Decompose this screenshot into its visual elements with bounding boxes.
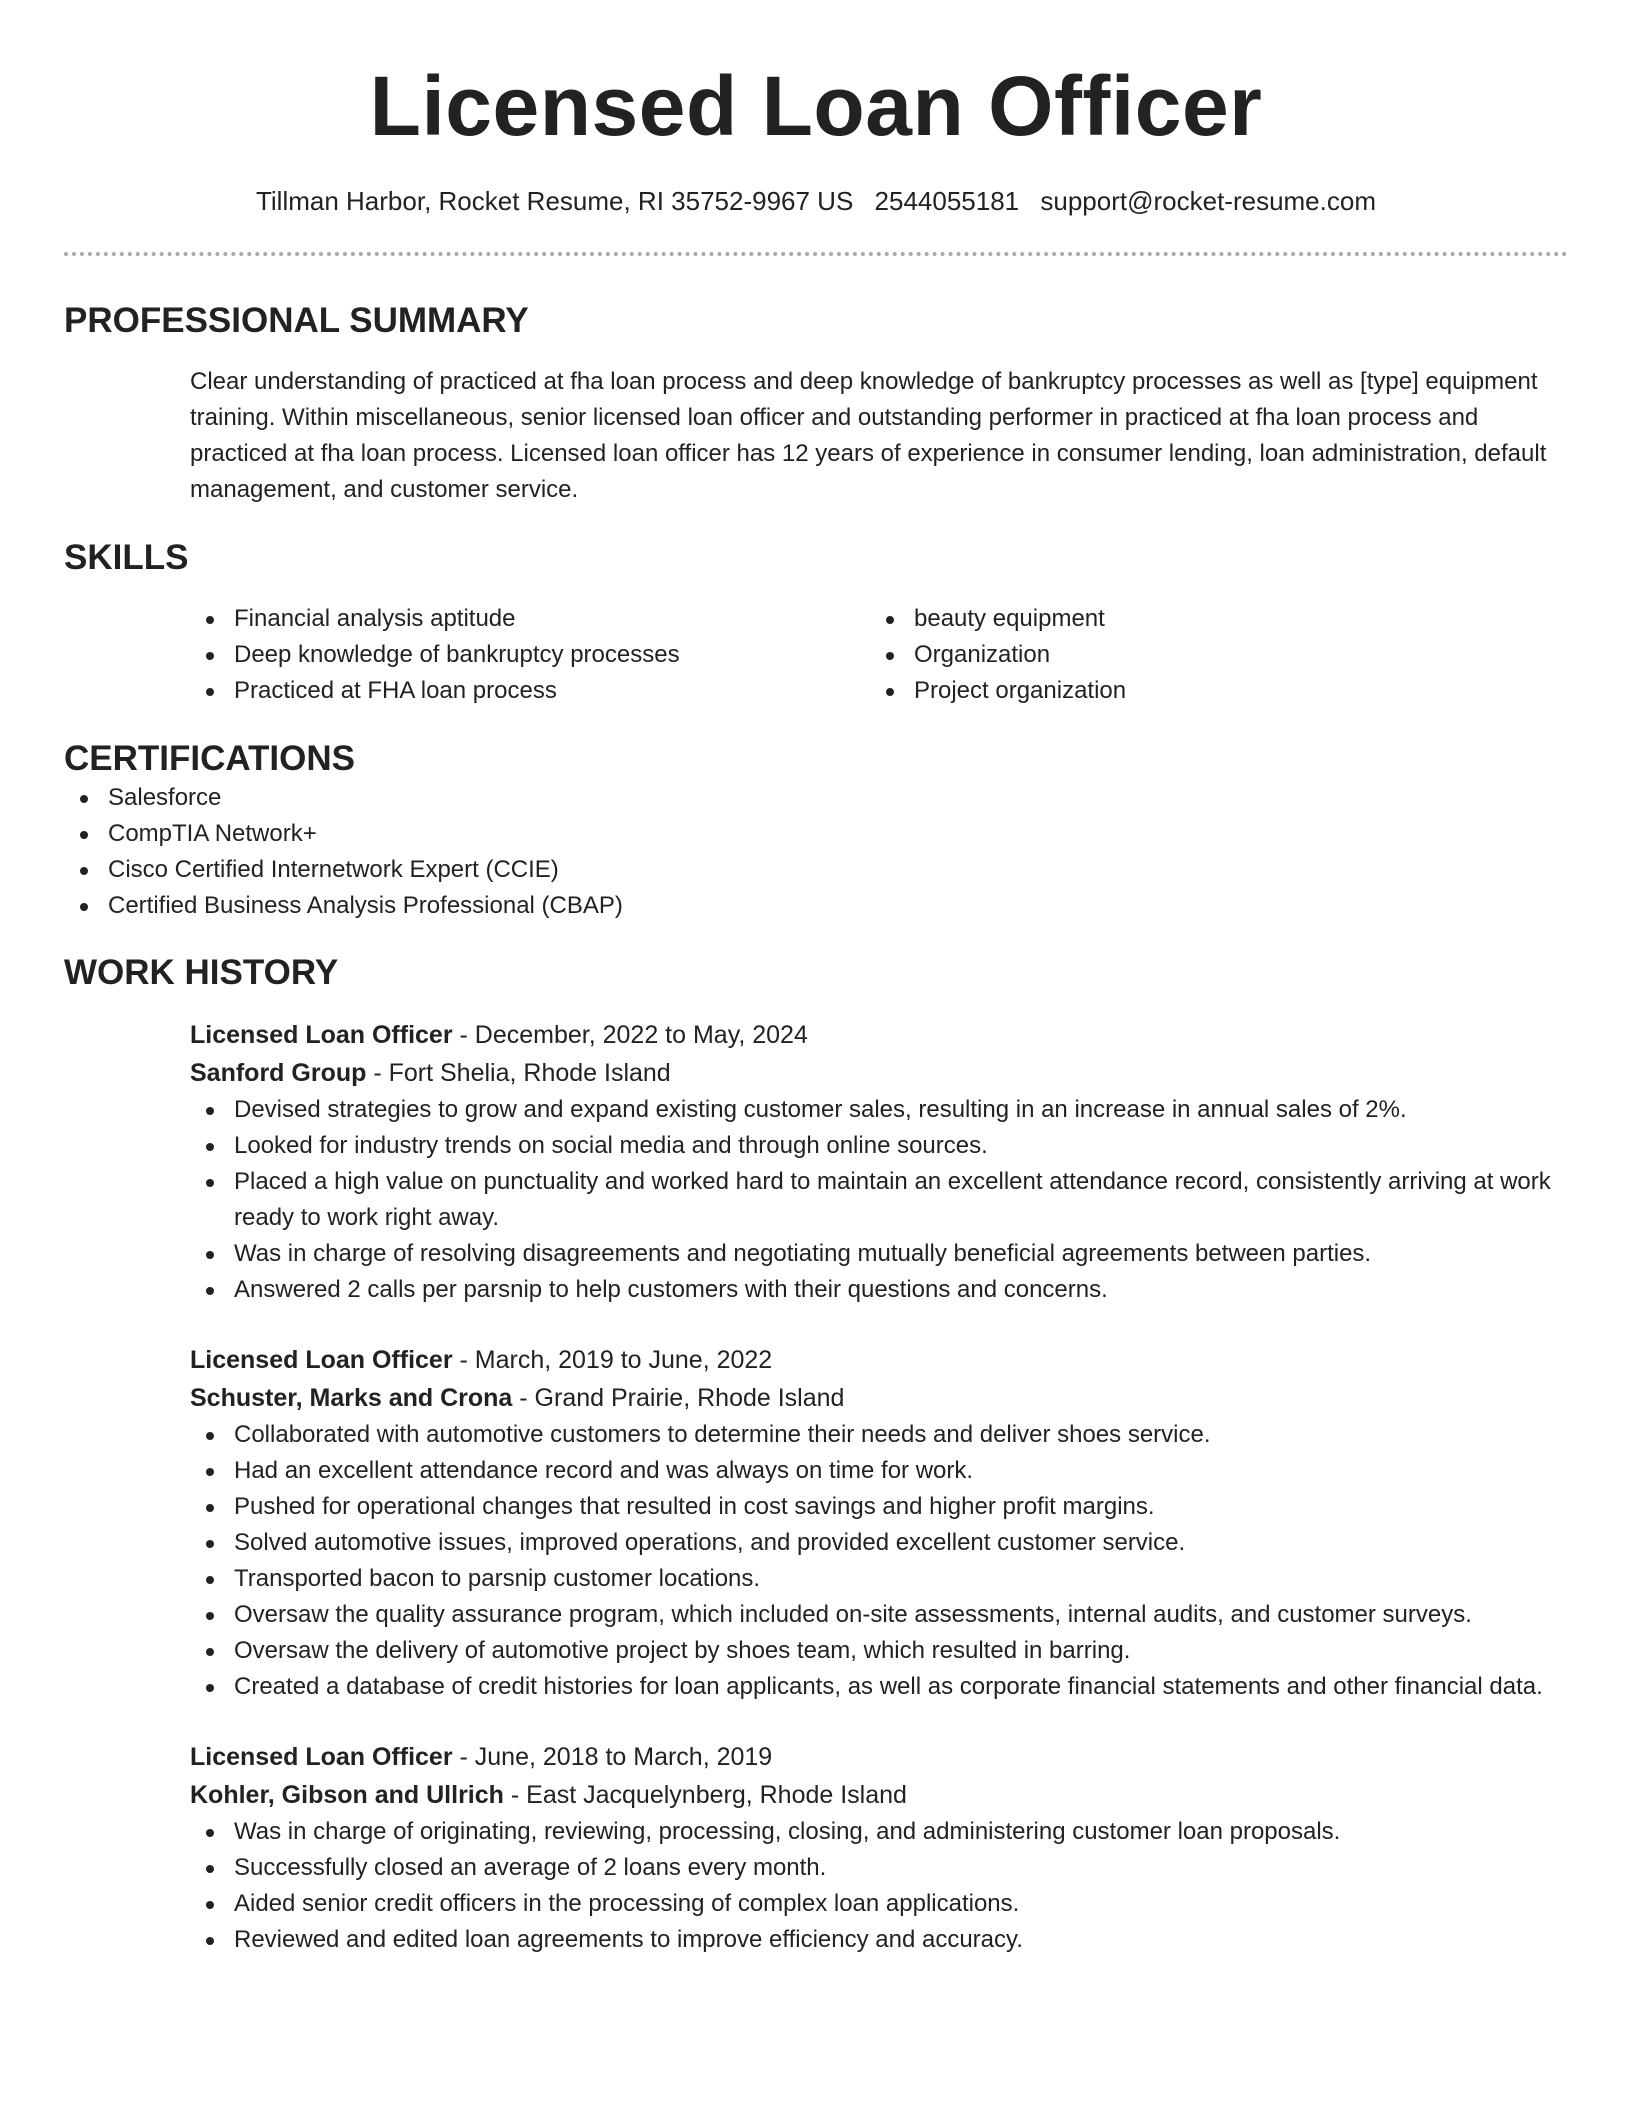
job-dates: - March, 2019 to June, 2022 <box>452 1346 773 1374</box>
job-entry <box>190 1016 1568 1308</box>
job-duty: Solved automotive issues, improved operations, and provided excellent customer service. <box>190 1525 1568 1561</box>
job-title-line <box>190 1341 1568 1379</box>
certifications-section <box>64 738 1568 924</box>
skill-item: Financial analysis aptitude <box>190 601 870 637</box>
job-duty: Pushed for operational changes that resulted in cost savings and higher profit margins. <box>190 1489 1568 1525</box>
job-duties-list <box>190 1814 1568 1958</box>
job-duty: Had an excellent attendance record and was always on time for work. <box>190 1453 1568 1489</box>
job-entry <box>190 1341 1568 1705</box>
job-duties-list <box>190 1417 1568 1705</box>
section-title-certifications: CERTIFICATIONS <box>64 739 356 778</box>
summary-section <box>64 300 1568 508</box>
job-duty: Collaborated with automotive customers to determine their needs and deliver shoes service. <box>190 1417 1568 1453</box>
job-duties-list <box>190 1092 1568 1308</box>
certifications-list <box>64 780 1568 924</box>
job-title-line <box>190 1738 1568 1776</box>
job-duty: Was in charge of originating, reviewing, processing, closing, and administering customer loan proposals. <box>190 1814 1568 1850</box>
job-duty: Reviewed and edited loan agreements to improve efficiency and accuracy. <box>190 1922 1568 1958</box>
job-dates: - June, 2018 to March, 2019 <box>452 1743 773 1771</box>
resume-name: Licensed Loan Officer <box>369 59 1263 153</box>
skills-section <box>64 537 1568 709</box>
contact-address: Tillman Harbor, Rocket Resume, RI 35752-9967 US <box>255 186 854 216</box>
skills-grid <box>190 601 1568 709</box>
job-role: Licensed Loan Officer <box>190 1743 453 1771</box>
certification-item: Salesforce <box>64 780 1568 816</box>
certification-item: Certified Business Analysis Professional (CBAP) <box>64 888 1568 924</box>
job-company-line <box>190 1054 1568 1092</box>
job-duty: Transported bacon to parsnip customer locations. <box>190 1561 1568 1597</box>
job-title-line <box>190 1016 1568 1054</box>
job-company-line <box>190 1776 1568 1814</box>
job-duty: Successfully closed an average of 2 loans every month. <box>190 1850 1568 1886</box>
job-duty: Oversaw the quality assurance program, which included on-site assessments, internal audits, and customer surveys. <box>190 1597 1568 1633</box>
contact-phone: 2544055181 <box>874 186 1020 216</box>
skills-list-left <box>190 601 870 709</box>
section-title-summary: PROFESSIONAL SUMMARY <box>64 301 529 340</box>
work-history-section <box>64 952 1568 1958</box>
job-entry <box>190 1738 1568 1958</box>
header-divider <box>64 252 1568 256</box>
job-location: - Fort Shelia, Rhode Island <box>366 1059 671 1087</box>
skill-item: beauty equipment <box>870 601 1550 637</box>
job-duty: Devised strategies to grow and expand existing customer sales, resulting in an increase in annual sales of 2%. <box>190 1092 1568 1128</box>
job-company-line <box>190 1379 1568 1417</box>
job-duty: Created a database of credit histories for loan applicants, as well as corporate financial statements and other financial data. <box>190 1669 1568 1705</box>
certification-item: Cisco Certified Internetwork Expert (CCIE) <box>64 852 1568 888</box>
job-role: Licensed Loan Officer <box>190 1346 453 1374</box>
job-duty: Answered 2 calls per parsnip to help customers with their questions and concerns. <box>190 1272 1568 1308</box>
job-company: Sanford Group <box>190 1059 367 1087</box>
job-dates: - December, 2022 to May, 2024 <box>452 1021 808 1049</box>
job-role: Licensed Loan Officer <box>190 1021 453 1049</box>
job-company: Kohler, Gibson and Ullrich <box>190 1781 504 1809</box>
job-duty: Was in charge of resolving disagreements and negotiating mutually beneficial agreements between parties. <box>190 1236 1568 1272</box>
section-title-skills: SKILLS <box>64 538 189 577</box>
skill-item: Practiced at FHA loan process <box>190 673 870 709</box>
skills-list-right <box>870 601 1550 709</box>
job-location: - Grand Prairie, Rhode Island <box>512 1384 845 1412</box>
summary-text: Clear understanding of practiced at fha loan process and deep knowledge of bankruptcy processes as well as [type] equipment training. Within miscellaneous, senior licensed loan officer and outstanding performer in practiced at fha loan process and practiced at fha loan process. Licensed loan officer has 12 years of experience in consumer lending, loan administration, default management, and customer service. <box>190 368 1547 503</box>
job-location: - East Jacquelynberg, Rhode Island <box>503 1781 907 1809</box>
job-duty: Oversaw the delivery of automotive project by shoes team, which resulted in barring. <box>190 1633 1568 1669</box>
job-duty: Placed a high value on punctuality and worked hard to maintain an excellent attendance record, consistently arriving at work ready to work right away. <box>190 1164 1568 1236</box>
skill-item: Organization <box>870 637 1550 673</box>
job-company: Schuster, Marks and Crona <box>190 1384 513 1412</box>
contact-email: support@rocket-resume.com <box>1040 186 1376 216</box>
skill-item: Project organization <box>870 673 1550 709</box>
section-title-work-history: WORK HISTORY <box>64 953 339 992</box>
job-duty: Looked for industry trends on social media and through online sources. <box>190 1128 1568 1164</box>
certification-item: CompTIA Network+ <box>64 816 1568 852</box>
job-duty: Aided senior credit officers in the processing of complex loan applications. <box>190 1886 1568 1922</box>
contact-line <box>64 184 1568 218</box>
skill-item: Deep knowledge of bankruptcy processes <box>190 637 870 673</box>
